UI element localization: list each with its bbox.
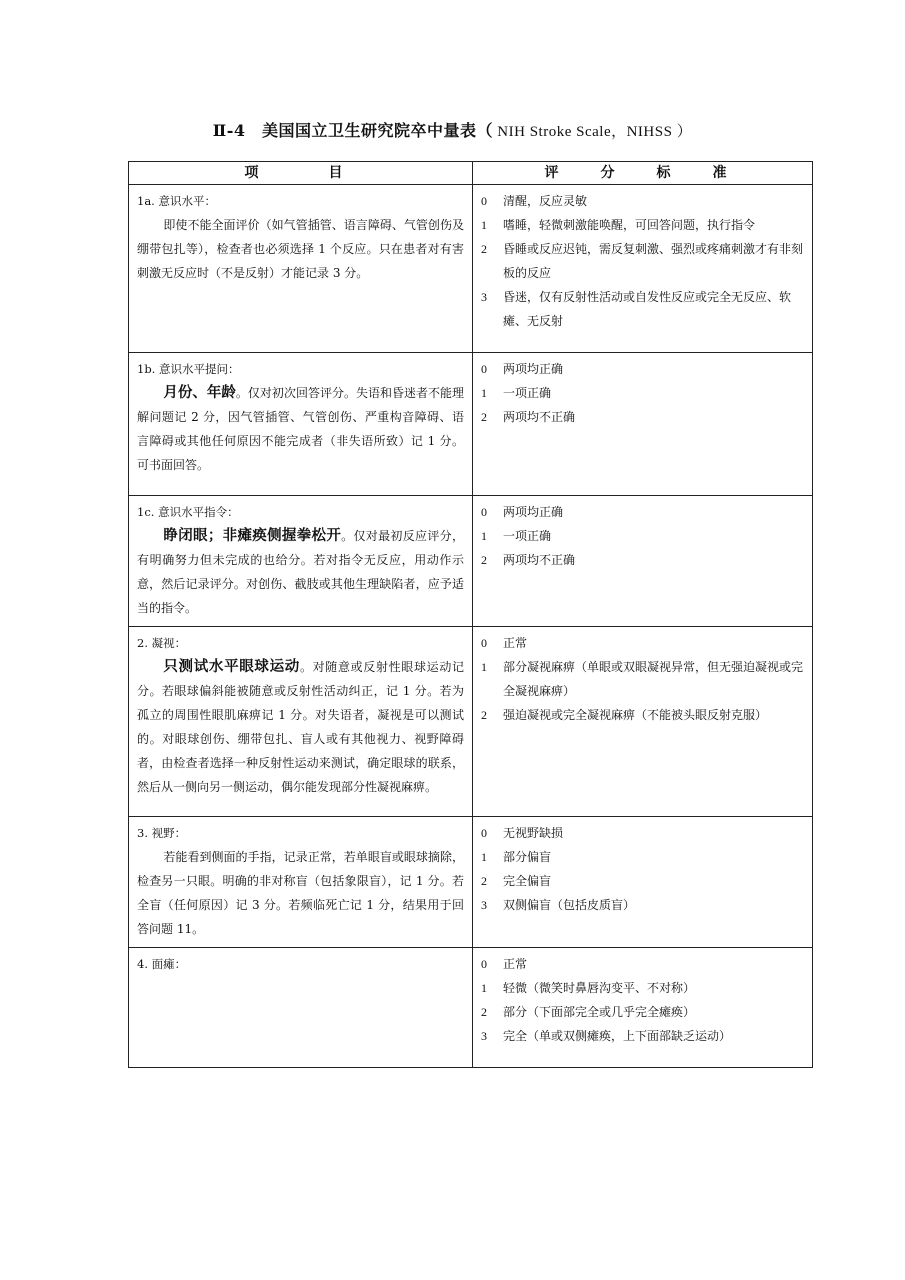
table-row [129,948,813,1068]
score-option [481,821,804,845]
score-value: 0 [481,194,487,208]
table-row [129,353,813,496]
score-value: 0 [481,636,487,650]
score-value: 2 [481,874,487,888]
score-option [481,189,804,213]
score-description: 两项均不正确 [503,553,576,567]
score-option [481,655,804,703]
score-value: 0 [481,362,487,376]
score-description: 无视野缺损 [503,826,564,840]
criteria-cell [473,353,813,496]
item-cell [129,496,473,627]
score-value: 2 [481,242,487,256]
item-cell [129,185,473,353]
table-row [129,185,813,353]
score-description: 清醒，反应灵敏 [503,194,588,208]
score-option [481,357,804,381]
criteria-cell [473,185,813,353]
score-option [481,1000,804,1024]
score-option [481,405,804,429]
item-heading: 1c. 意识水平指令： [137,505,239,519]
score-option [481,631,804,655]
score-value: 3 [481,290,487,304]
score-value: 2 [481,1005,487,1019]
score-description: 正常 [503,636,528,650]
score-option [481,952,804,976]
score-option [481,381,804,405]
item-cell [129,353,473,496]
score-option [481,1024,804,1048]
score-option [481,869,804,893]
page-title [0,118,905,141]
score-description: 两项均正确 [503,505,564,519]
score-option [481,285,804,333]
item-emphasis: 月份、年龄 [163,384,236,401]
score-description: 一项正确 [503,529,552,543]
item-description [137,845,464,941]
score-value: 0 [481,505,487,519]
score-description: 部分凝视麻痹（单眼或双眼凝视异常，但无强迫凝视或完全凝视麻痹） [503,660,804,698]
table-body [129,185,813,1068]
item-emphasis: 只测试水平眼球运动 [163,658,300,675]
table-header-row [129,162,813,185]
criteria-cell [473,627,813,817]
score-description: 一项正确 [503,386,552,400]
item-emphasis: 睁闭眼；非瘫痪侧握拳松开 [163,527,342,544]
table-row [129,627,813,817]
score-description: 嗜睡，轻微刺激能唤醒，可回答问题，执行指令 [503,218,756,232]
item-description-text: 。仅对初次回答评分。失语和昏迷者不能理解问题记 2 分，因气管插管、气管创伤、严重构音障碍、语言障碍或其他任何原因不能完成者（非失语所致）记 1 分。可书面回答。 [137,386,464,472]
score-option [481,213,804,237]
title-main: Ⅱ-4 美国国立卫生研究院卒中量表（ [212,121,494,140]
item-cell [129,817,473,948]
score-value: 3 [481,898,487,912]
criteria-cell [473,496,813,627]
score-value: 1 [481,529,487,543]
item-heading: 3. 视野： [137,826,187,840]
title-english: NIH Stroke Scale，NIHSS ） [493,124,693,140]
score-description: 昏睡或反应迟钝，需反复刺激、强烈或疼痛刺激才有非刻板的反应 [503,242,804,280]
score-description: 部分偏盲 [503,850,552,864]
table-row [129,817,813,948]
score-description: 强迫凝视或完全凝视麻痹（不能被头眼反射克服） [503,708,768,722]
score-description: 完全（单或双侧瘫痪，上下面部缺乏运动） [503,1029,732,1043]
criteria-cell [473,948,813,1068]
item-description [137,655,464,799]
table-row [129,496,813,627]
score-option [481,524,804,548]
score-description: 轻微（微笑时鼻唇沟变平、不对称） [503,981,696,995]
criteria-cell [473,817,813,948]
item-heading: 4. 面瘫： [137,957,187,971]
score-option [481,237,804,285]
score-value: 2 [481,410,487,424]
item-heading: 1b. 意识水平提问： [137,362,240,376]
item-description-text: 即使不能全面评价（如气管插管、语言障碍、气管创伤及绷带包扎等），检查者也必须选择 1 个反应。只在患者对有害刺激无反应时（不是反射）才能记录 3 分。 [137,218,464,280]
score-option [481,703,804,727]
item-heading: 1a. 意识水平： [137,194,216,208]
score-description: 正常 [503,957,528,971]
column-header-item: 项 目 [129,162,473,185]
score-description: 完全偏盲 [503,874,552,888]
score-value: 2 [481,708,487,722]
item-description [137,213,464,285]
score-value: 1 [481,386,487,400]
item-cell [129,627,473,817]
score-value: 2 [481,553,487,567]
column-header-criteria: 评 分 标 准 [473,162,813,185]
nihss-table [128,161,813,1068]
item-heading: 2. 凝视： [137,636,187,650]
score-value: 1 [481,660,487,674]
score-description: 两项均正确 [503,362,564,376]
score-value: 0 [481,957,487,971]
score-option [481,893,804,917]
score-option [481,976,804,1000]
item-description [137,381,464,477]
score-option [481,548,804,572]
score-value: 0 [481,826,487,840]
score-value: 1 [481,981,487,995]
item-description-text: 。对随意或反射性眼球运动记分。若眼球偏斜能被随意或反射性活动纠正，记 1 分。若为孤立的周围性眼肌麻痹记 1 分。对失语者，凝视是可以测试的。对眼球创伤、绷带包扎、盲人或有其他视力、视野障碍者，由检查者选择一种反射性运动来测试，确定眼球的联系，然后从一侧向另一侧运动，偶尔能发现部分性凝视麻痹。 [137,660,464,794]
score-option [481,500,804,524]
score-description: 两项均不正确 [503,410,576,424]
score-description: 部分（下面部完全或几乎完全瘫痪） [503,1005,696,1019]
score-option [481,845,804,869]
item-description [137,524,464,620]
score-value: 1 [481,218,487,232]
score-value: 1 [481,850,487,864]
score-description: 昏迷，仅有反射性活动或自发性反应或完全无反应、软瘫、无反射 [503,290,792,328]
score-value: 3 [481,1029,487,1043]
item-cell [129,948,473,1068]
score-description: 双侧偏盲（包括皮质盲） [503,898,636,912]
item-description-text: 。仅对最初反应评分，有明确努力但未完成的也给分。若对指令无反应，用动作示意，然后记录评分。对创伤、截肢或其他生理缺陷者，应予适当的指令。 [137,529,464,615]
item-description-text: 若能看到侧面的手指，记录正常，若单眼盲或眼球摘除，检查另一只眼。明确的非对称盲（包括象限盲），记 1 分。若全盲（任何原因）记 3 分。若频临死亡记 1 分，结果用于回答问题 11。 [137,850,464,936]
